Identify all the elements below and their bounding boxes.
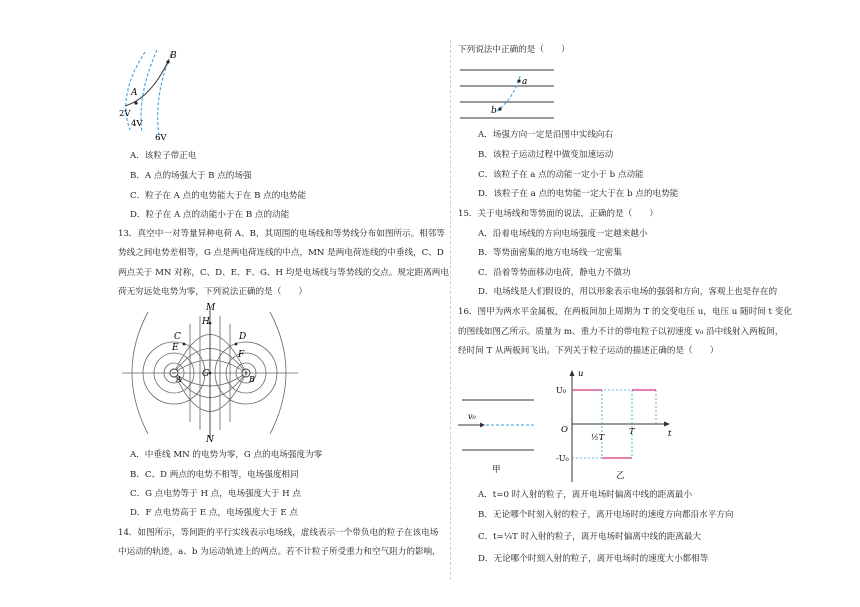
label-jia: 甲 — [492, 465, 501, 475]
label-H: H — [202, 317, 210, 327]
q16-stem-line-2: 的图线如图乙所示。质量为 m、重力不计的带电粒子以初速度 v₀ 沿中线射入两板间， — [458, 327, 784, 337]
label-a: a — [522, 77, 528, 87]
label-F: F — [238, 350, 245, 360]
q15-option-b: B．等势面密集的地方电场线一定密集 — [478, 248, 622, 258]
q13-stem-line-4: 荷无穷远处电势为零，下列说法正确的是（ ） — [118, 287, 308, 297]
parallel-plates-figure — [456, 392, 538, 476]
label-charge-B: B — [249, 375, 255, 384]
label-C: C — [174, 332, 181, 342]
q14-option-b: B．该粒子运动过程中做变加速运动 — [478, 150, 614, 160]
q14-option-c: C．该粒子在 a 点的动能一定小于 b 点动能 — [478, 170, 644, 180]
label-M: M — [206, 303, 216, 313]
q16-option-a: A．t=0 时入射的粒子，离开电场时偏离中线的距离最小 — [478, 490, 693, 500]
q16-option-c: C．t=¼T 时入射的粒子，离开电场时偏离中线的距离最大 — [478, 532, 702, 542]
label-u: u — [578, 369, 584, 379]
label-neg-U0: -U₀ — [556, 454, 569, 463]
label-G: G — [202, 369, 210, 379]
q14-option-a: A．场强方向一定是沿图中实线向右 — [478, 130, 614, 140]
q13-stem-line-3: 两点关于 MN 对称，C、D、E、F、G、H 均是电场线与等势线的交点。规定距离两电 — [118, 268, 449, 278]
column-divider — [450, 40, 451, 580]
label-U0: U₀ — [556, 386, 566, 395]
equipotential-trajectory-figure — [105, 40, 190, 150]
q12-option-d: D．粒子在 A 点的动能小于在 B 点的动能 — [130, 210, 290, 220]
label-E: E — [172, 343, 179, 353]
label-T: T — [629, 427, 635, 437]
q14-stem-line-2: 中运动的轨迹，a、b 为运动轨迹上的两点。若不计粒子所受重力和空气阻力的影响， — [118, 547, 441, 557]
label-half-T: ½T — [591, 433, 605, 442]
q14-option-d: D．该粒子在 a 点的电势能一定大于在 b 点的电势能 — [478, 189, 679, 199]
label-charge-A: A — [176, 375, 182, 384]
q16-option-b: B．无论哪个时刻入射的粒子，离开电场时的速度方向都沿水平方向 — [478, 510, 734, 520]
q15-option-c: C．沿着等势面移动电荷，静电力不做功 — [478, 268, 631, 278]
label-yi: 乙 — [616, 471, 625, 481]
q13-option-c: C．G 点电势等于 H 点，电场强度大于 H 点 — [130, 489, 301, 499]
q13-option-d: D．F 点电势高于 E 点，电场强度大于 E 点 — [130, 508, 298, 518]
dipole-field-figure — [118, 302, 300, 444]
label-D: D — [239, 332, 247, 342]
label-4V: 4V — [131, 119, 143, 129]
label-N: N — [206, 435, 214, 444]
label-b: b — [491, 106, 497, 116]
q13-option-a: A．中垂线 MN 的电势为零，G 点的电场强度为零 — [130, 450, 323, 460]
q15-option-d: D．电场线是人们假设的，用以形象表示电场的强弱和方向，客观上也是存在的 — [478, 287, 778, 297]
q12-option-c: C．粒子在 A 点的电势能大于在 B 点的电势能 — [130, 191, 307, 201]
q12-option-b: B．A 点的场强大于 B 点的场强 — [130, 171, 252, 181]
q12-option-a: A．该粒子带正电 — [130, 151, 197, 161]
q13-stem-line-1: 13．真空中一对等量异种电荷 A、B，其周围的电场线和等势线分布如图所示。相邻等 — [118, 229, 445, 239]
label-v0: v₀ — [468, 412, 476, 421]
label-2V: 2V — [119, 109, 131, 119]
q13-option-b: B．C、D 两点的电势不相等，电场强度相同 — [130, 470, 299, 480]
q15-option-a: A．沿着电场线的方向电场强度一定越来越小 — [478, 229, 648, 239]
q14-stem-line-1: 14．如图所示，等间距的平行实线表示电场线，虚线表示一个带负电的粒子在该电场 — [118, 528, 439, 538]
q16-stem-line-3: 经时间 T 从两板间飞出。下列关于粒子运动的描述正确的是（ ） — [458, 346, 719, 356]
q15-stem: 15．关于电场线和等势面的说法，正确的是（ ） — [458, 209, 658, 219]
q16-stem-line-1: 16．图甲为两水平金属板，在两板间加上周期为 T 的交变电压 u，电压 u 随时间 t 变化 — [458, 307, 792, 317]
q16-option-d: D．无论哪个时刻入射的粒子，离开电场时的速度大小都相等 — [478, 554, 709, 564]
parallel-field-figure — [458, 64, 558, 124]
voltage-square-wave-figure — [556, 366, 686, 484]
q13-stem-line-2: 势线之间电势差相等，G 点是两电荷连线的中点，MN 是两电荷连线的中垂线，C、D — [118, 248, 444, 258]
label-B: B — [170, 51, 177, 61]
label-origin: O — [561, 425, 568, 435]
label-t: t — [668, 429, 672, 439]
label-6V: 6V — [155, 133, 167, 143]
q14-stem-continued: 下列说法中正确的是（ ） — [458, 45, 570, 55]
label-A: A — [131, 88, 138, 98]
